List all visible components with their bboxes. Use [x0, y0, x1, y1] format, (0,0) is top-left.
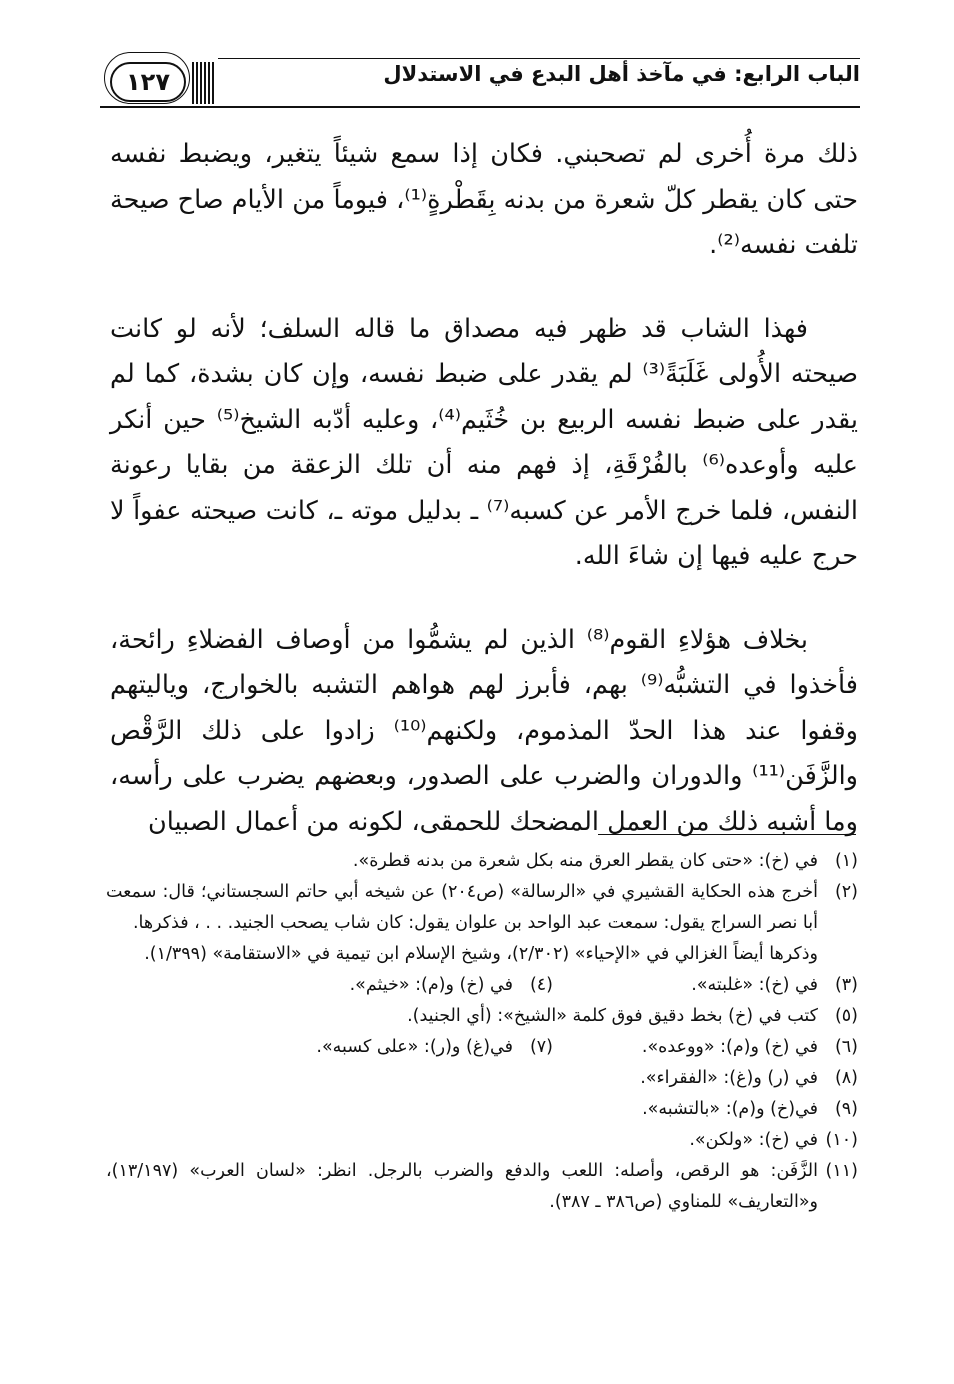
chapter-title: الباب الرابع: في مآخذ أهل البدع في الاستدلال	[383, 62, 860, 86]
footnote-number: (٧)	[529, 1037, 553, 1057]
footnote-pair	[106, 970, 858, 1001]
footnote	[106, 1094, 858, 1125]
footnote	[553, 1032, 858, 1063]
footnote-continuation	[106, 939, 858, 970]
header-top-rule	[218, 58, 860, 59]
footnote-text: كتب في (خ) بخط دقيق فوق كلمة «الشيخ»: (أي الجنيد).	[407, 1006, 818, 1026]
footnote-number: (٨)	[834, 1068, 858, 1088]
main-text	[110, 132, 858, 883]
page-number: ١٢٧	[110, 62, 186, 102]
footnote-text: في (خ) و(م): «ووعده».	[641, 1037, 818, 1057]
footnote-text: أخرج هذه الحكاية القشيري في «الرسالة» (ص٢٠٤) عن شيخه أبي حاتم السجستاني؛ قال: سمعت أبا نصر السراج يقول: سمعت عبد الواحد بن علوان يقول: كان شاب يصحب الجنيد. . . ، فذكرها.	[106, 882, 818, 933]
footnote-number: (٢)	[834, 882, 858, 902]
footnote	[106, 1156, 858, 1218]
footnote-text: في (خ): «حتى كان يقطر العرق منه بكل شعرة من بدنه قطرة».	[352, 851, 818, 871]
header-ornament-bars	[192, 62, 216, 104]
footnote-pair	[106, 1032, 858, 1063]
footnote	[106, 1125, 858, 1156]
footnote	[106, 1001, 858, 1032]
footnote-text: في(خ) و(م): «بالتشبه».	[642, 1099, 818, 1119]
page-header	[100, 56, 860, 116]
footnote	[106, 846, 858, 877]
footnote	[106, 1063, 858, 1094]
footnote-number: (١٠)	[825, 1130, 858, 1150]
footnote-text: في (خ): «ولكن».	[689, 1130, 818, 1150]
footnote	[553, 970, 858, 1001]
paragraph: فهذا الشاب قد ظهر فيه مصداق ما قاله السلف؛ لأنه لو كانت صيحته الأُولى غَلَبَةً⁽³⁾ لم يقدر على ضبط نفسه، وإن كان بشدة، كما لم يقدر على ضبط نفسه الربيع بن خُثَيم⁽⁴⁾، وعليه أدّبه الشيخ⁽⁵⁾ حين أنكر عليه وأوعده⁽⁶⁾ بالفُرْقَةِ، إذ فهم منه أن تلك الزعقة من بقايا رعونة النفس، فلما خرج الأمر عن كسبه⁽⁷⁾ ـ بدليل موته ـ، كانت صيحته عفواً لا حرج عليه فيها إن شاءَ الله.	[110, 313, 859, 571]
footnote	[106, 877, 858, 939]
footnote-text: في(غ) و(ر): «على كسبه».	[316, 1037, 513, 1057]
footnote-number: (٤)	[529, 975, 553, 995]
footnote-text: الزَّفَن: هو الرقص، وأصله: اللعب والدفع والضرب بالرجل. انظر: «لسان العرب» (١٣/١٩٧)، و«التعاريف» للمناوي (ص٣٨٦ ـ ٣٨٧).	[106, 1161, 818, 1212]
footnote-text: في (خ): «غلبته».	[691, 975, 818, 995]
footnote-number: (٥)	[834, 1006, 858, 1026]
footnote	[350, 970, 553, 1001]
footnote-text: وذكرها أيضاً الغزالي في «الإحياء» (٢/٣٠٢)، وشيخ الإسلام ابن تيمية في «الاستقامة» (١/٣٩٩).	[144, 944, 818, 964]
footnote	[316, 1032, 553, 1063]
footnote-number: (٦)	[834, 1037, 858, 1057]
paragraph: بخلاف هؤلاءِ القوم⁽⁸⁾ الذين لم يشمُّوا من أوصاف الفضلاءِ رائحة، فأخذوا في التشبُّه⁽⁹⁾ بهم، فأبرز لهم هواهم التشبه بالخوارج، وياليتهم وقفوا عند هذا الحدّ المذموم، ولكنهم⁽¹⁰⁾ زادوا على ذلك الرَّقْص والزَّفَن⁽¹¹⁾ والدوران والضرب على الصدور، وبعضهم يضرب على رأسه، وما أشبه ذلك من العمل المضحك للحمقى، لكونه من أعمال الصبيان	[110, 624, 858, 837]
footnotes	[106, 846, 858, 1218]
footnote-number: (١١)	[825, 1161, 858, 1181]
footnote-number: (١)	[834, 851, 858, 871]
footnote-number: (٩)	[834, 1099, 858, 1119]
footnote-number: (٣)	[834, 975, 858, 995]
footnote-text: في (ر) و(غ): «الفقراء».	[640, 1068, 818, 1088]
header-bottom-rule	[100, 106, 860, 108]
paragraph: ذلك مرة أُخرى لم تصحبني. فكان إذا سمع شيئاً يتغير، ويضبط نفسه حتى كان يقطر كلّ شعرة من بدنه بِقَطْرةٍ⁽¹⁾، فيوماً من الأيام صاح صيحة تلفت نفسه⁽²⁾.	[110, 139, 858, 260]
footnote-text: في (خ) و(م): «خيثم».	[349, 975, 513, 995]
footnote-separator	[598, 834, 856, 835]
